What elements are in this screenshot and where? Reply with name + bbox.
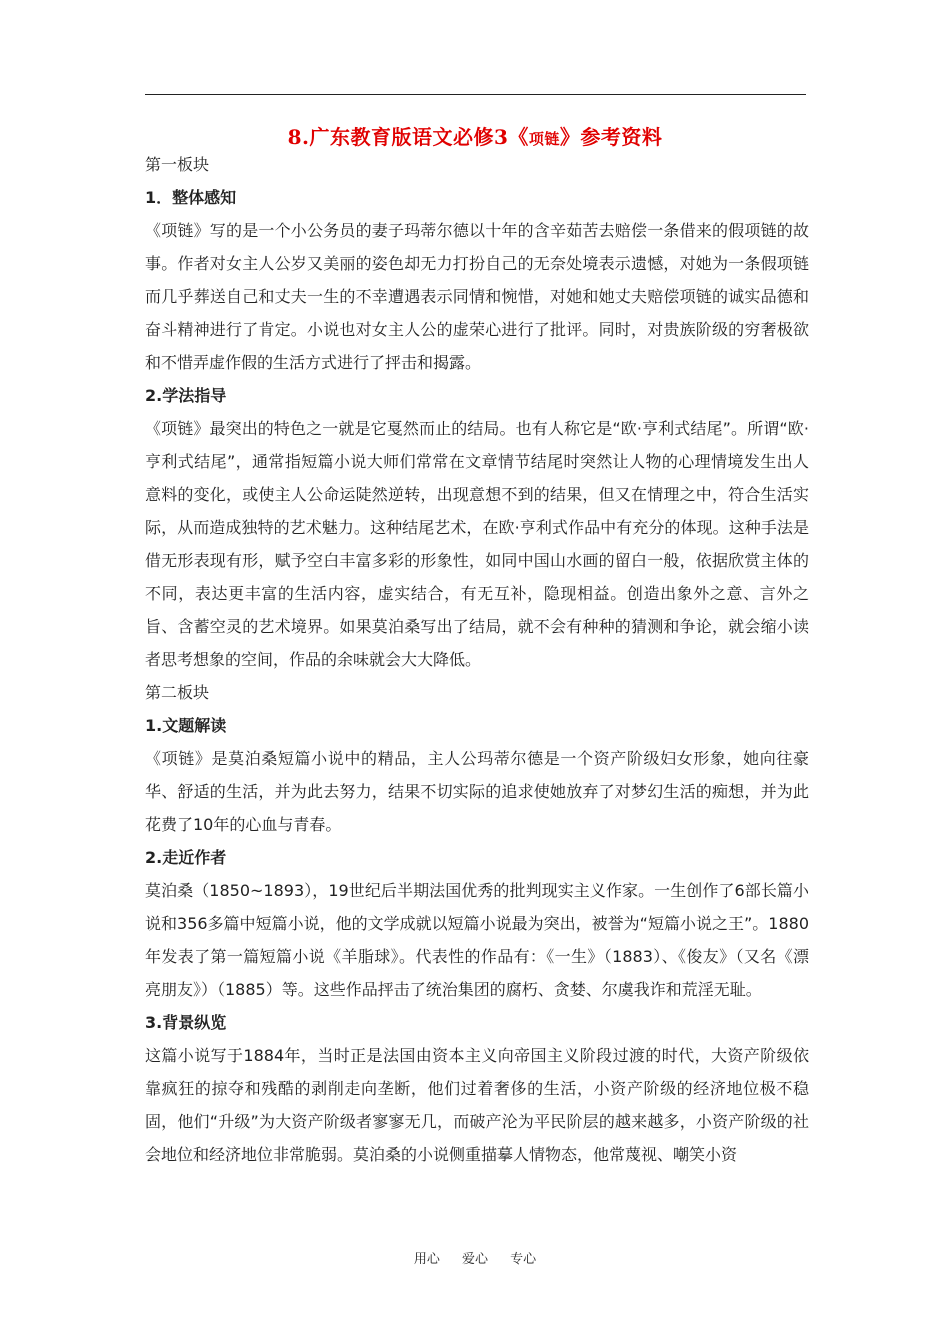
- section-label: 第一板块: [145, 155, 210, 174]
- title-prefix: 8.广东教育版语文必修3: [287, 125, 509, 149]
- page-footer: 用心 爱心 专心: [413, 1252, 537, 1267]
- title-suffix: 参考资料: [580, 125, 663, 149]
- paragraph: 莫泊桑（1850~1893），19世纪后半期法国优秀的批判现实主义作家。一生创作了6部长篇小说和356多篇中短篇小说，他的文学成就以短篇小说最为突出，被誉为“短篇小说之王”。1880年发表了第一篇短篇小说《羊脂球》。代表性的作品有：《一生》（1883）、《俊友》（又名《漂亮朋友》）（1885）等。这些作品抨击了统治集团的腐朽、贪婪、尔虞我诈和荒淫无耻。: [145, 881, 809, 999]
- subheading: 3.背景纵览: [145, 1013, 227, 1032]
- title-quote-word: 项链: [528, 130, 560, 148]
- subheading: 2.学法指导: [145, 386, 227, 405]
- subheading: 1．整体感知: [145, 188, 237, 207]
- paragraph: 《项链》是莫泊桑短篇小说中的精品，主人公玛蒂尔德是一个资产阶级妇女形象，她向往豪华、舒适的生活，并为此去努力，结果不切实际的追求使她放弃了对梦幻生活的痴想，并为此花费了10年的心血与青春。: [145, 749, 809, 834]
- title-quote-open: 《: [508, 125, 529, 149]
- document-title: [0, 121, 950, 150]
- paragraph: 《项链》写的是一个小公务员的妻子玛蒂尔德以十年的含辛茹苦去赔偿一条借来的假项链的故事。作者对女主人公岁又美丽的姿色却无力打扮自己的无奈处境表示遗憾，对她为一条假项链而几乎葬送自己和丈夫一生的不幸遭遇表示同情和惋惜，对她和她丈夫赔偿项链的诚实品德和奋斗精神进行了肯定。小说也对女主人公的虚荣心进行了批评。同时，对贵族阶级的穷奢极欲和不惜弄虚作假的生活方式进行了抨击和揭露。: [145, 221, 809, 372]
- subheading: 2.走近作者: [145, 848, 227, 867]
- header-rule: [145, 94, 806, 95]
- title-quote-close: 》: [559, 125, 581, 149]
- paragraph: 《项链》最突出的特色之一就是它戛然而止的结局。也有人称它是“欧·亨利式结尾”。所谓“欧·亨利式结尾”，通常指短篇小说大师们常常在文章情节结尾时突然让人物的心理情境发生出人意料的变化，或使主人公命运陡然逆转，出现意想不到的结果，但又在情理之中，符合生活实际，从而造成独特的艺术魅力。这种结尾艺术，在欧·亨利式作品中有充分的体现。这种手法是借无形表现有形，赋予空白丰富多彩的形象性，如同中国山水画的留白一般，依据欣赏主体的不同，表达更丰富的生活内容，虚实结合，有无互补，隐现相益。创造出象外之意、言外之旨、含蓄空灵的艺术境界。如果莫泊桑写出了结局，就不会有种种的猜测和争论，就会缩小读者思考想象的空间，作品的余味就会大大降低。: [145, 419, 809, 669]
- document-body: [145, 148, 809, 1171]
- section-label: 第二板块: [145, 683, 210, 702]
- subheading: 1.文题解读: [145, 716, 227, 735]
- paragraph: 这篇小说写于1884年，当时正是法国由资本主义向帝国主义阶段过渡的时代，大资产阶级依靠疯狂的掠夺和残酷的剥削走向垄断，他们过着奢侈的生活，小资产阶级的经济地位极不稳固，他们“升级”为大资产阶级者寥寥无几，而破产沦为平民阶层的越来越多，小资产阶级的社会地位和经济地位非常脆弱。莫泊桑的小说侧重描摹人情物态，他常蔑视、嘲笑小资: [145, 1046, 809, 1164]
